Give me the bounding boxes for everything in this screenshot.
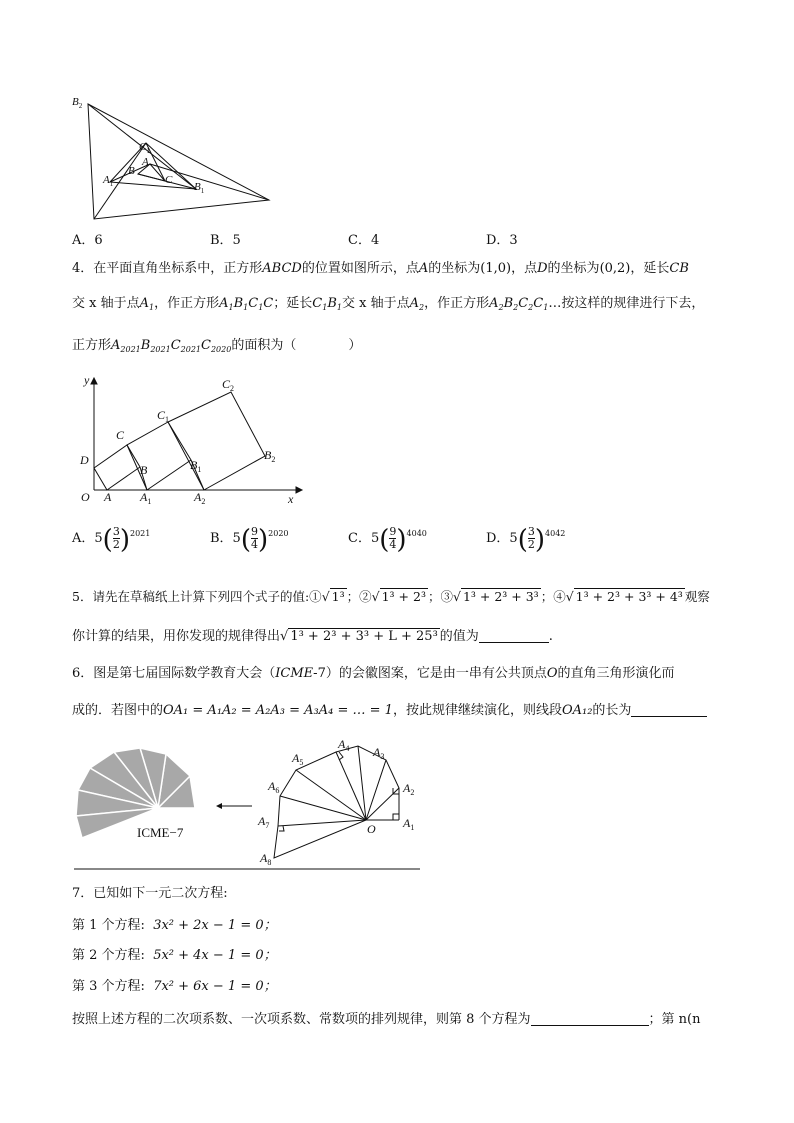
q4-line-2: 交 x 轴于点$A_1$，作正方形$A_1B_1C_1C$；延长$C_1B_1$交 x 轴于点$A_2$，作正方形$A_2B_2C_2C_1\dots$按这样的规律进行下去，	[72, 296, 705, 312]
text: O	[546, 666, 558, 681]
label-b: B	[190, 458, 198, 472]
label-sub-1: 1	[200, 187, 205, 195]
text: B．5	[210, 531, 241, 546]
text: 3x² + 2x − 1 = 0；	[153, 918, 277, 933]
text: 的直角三角形演化而	[557, 666, 675, 681]
label-sub-1: 1	[197, 465, 202, 474]
label-a: A	[140, 490, 148, 504]
text: -7）的会徽图案，它是由一串有公共顶点	[313, 666, 547, 681]
text: 的长为	[592, 703, 632, 718]
text: 的坐标为	[428, 261, 481, 276]
text: ；延长	[273, 296, 313, 311]
q4-option-a: A．5( $\frac{3}{2}$ )$^{2021}$	[72, 525, 151, 555]
text: ，作正方形	[154, 296, 220, 311]
label-sub-5: 5	[299, 758, 304, 767]
svg-text:C2	[222, 377, 234, 393]
text: 的值为	[439, 629, 479, 644]
svg-text:A2	[402, 781, 414, 797]
text: ，点	[511, 261, 538, 276]
text: D	[537, 261, 548, 276]
label-a: A	[338, 737, 346, 751]
svg-text:A1	[139, 490, 151, 505]
text: 2021	[129, 529, 151, 538]
text: 4	[250, 538, 258, 551]
q7-eq-3	[72, 978, 277, 996]
q3-option-d: D．3	[486, 233, 518, 248]
text: 4042	[545, 529, 566, 538]
label-a: A	[373, 745, 381, 759]
label-d: D	[80, 453, 89, 467]
q4-line-3: 正方形$A_{2021}B_{2021}C_{2021}C_{2020}$的面积为（ ）	[72, 338, 362, 354]
label-o: O	[367, 822, 376, 836]
label-a: A	[103, 174, 110, 186]
label-sub-2: 2	[271, 455, 276, 464]
text: CB	[669, 261, 689, 276]
q4-option-b: B．5( $\frac{9}{4}$ )$^{2020}$	[210, 525, 289, 555]
q4-option-d: D．5( $\frac{3}{2}$ )$^{4042}$	[486, 525, 566, 555]
text: OA₁₂	[561, 703, 593, 718]
text: (0,2)	[599, 261, 631, 276]
text: A．5	[72, 531, 103, 546]
text: 1³ + 2³ + 3³	[462, 589, 539, 604]
text: 成的．若图中的	[72, 703, 164, 718]
text: 3	[112, 525, 120, 538]
label-sub-1: 1	[165, 415, 170, 424]
label-b: B	[194, 181, 201, 193]
svg-text:B2	[264, 448, 275, 464]
q7-intro: 7．已知如下一元二次方程:	[72, 886, 228, 901]
label-a: A	[260, 851, 268, 865]
svg-text:B1	[190, 458, 201, 474]
label-a: A	[258, 814, 266, 828]
text: (1,0)	[480, 261, 512, 276]
q4-line-1	[72, 260, 689, 278]
answer-blank[interactable]	[631, 703, 707, 717]
text: OA₁ = A₁A₂ = A₂A₃ = A₃A₄ = … = 1	[163, 703, 393, 718]
label-c: C	[157, 408, 166, 422]
label-a: A	[104, 490, 112, 504]
text: 交 x 轴于点	[341, 296, 410, 311]
axis-x-label: x	[288, 492, 294, 505]
svg-text:B2	[72, 96, 83, 110]
text: 1³ + 2³ + 3³ + 4³	[575, 589, 683, 604]
q6-line-1	[72, 665, 675, 683]
text: 9	[250, 525, 258, 538]
axis-y-label: y	[84, 373, 90, 387]
text: 你计算的结果，用你发现的规律得出	[72, 629, 281, 644]
label-sub-1: 1	[109, 180, 114, 188]
label-sub-6: 6	[275, 786, 280, 795]
icme-figure	[70, 736, 425, 872]
text: A	[418, 261, 429, 276]
text: ICME	[275, 666, 314, 681]
label-a: A	[403, 781, 411, 795]
text: 1³ + 2³	[381, 589, 426, 604]
q3-option-a: A．6	[72, 233, 103, 248]
label-c: C	[165, 174, 173, 186]
q3-option-c: C．4	[348, 233, 380, 248]
label-c: C	[222, 377, 231, 391]
text: 7x² + 6x − 1 = 0；	[153, 979, 277, 994]
text: D．5	[486, 531, 518, 546]
answer-blank[interactable]	[479, 629, 549, 643]
label-c: C	[139, 141, 147, 153]
origin-label: O	[81, 490, 90, 504]
text: 5x² + 4x − 1 = 0；	[153, 948, 277, 963]
text: ；④	[540, 589, 566, 604]
square-a1b1c1c	[127, 422, 191, 490]
text: ①	[309, 589, 322, 604]
text: 按照上述方程的二次项系数、一次项系数、常数项的排列规律，则第 8 个方程为	[72, 1012, 531, 1027]
text: ，按此规律继续演化，则线段	[392, 703, 562, 718]
square-abcd	[94, 445, 140, 490]
text: 3	[527, 525, 535, 538]
text: 第 3 个方程:	[72, 979, 145, 994]
text: 4	[389, 538, 397, 551]
text: C．5	[348, 531, 380, 546]
text: 的坐标为	[547, 261, 600, 276]
text: ，作正方形	[424, 296, 490, 311]
svg-text:A2	[193, 490, 205, 505]
square-a2b2c2c1	[168, 392, 265, 490]
text: 4040	[406, 529, 427, 538]
text: 第 2 个方程:	[72, 948, 145, 963]
svg-text:A7	[257, 814, 269, 830]
label-sub-4: 4	[345, 744, 350, 753]
q5-line-1: 5．请先在草稿纸上计算下列四个式子的值:①√ 1³ ；②√ 1³ + 2³ ；③√ 1³ + 2³ + 3³ ；④√ 1³ + 2³ + 3³ + 4³ 观察	[72, 589, 710, 604]
text: 正方形	[72, 338, 112, 353]
svg-text:A5	[291, 751, 303, 767]
text: 2020	[268, 529, 289, 538]
text: 2	[112, 538, 120, 551]
q7-eq-2	[72, 947, 277, 965]
svg-text:A6	[267, 779, 279, 795]
q4-option-c: C．5( $\frac{9}{4}$ )$^{4040}$	[348, 525, 427, 555]
label-b: B	[140, 463, 148, 477]
label-sub-1: 1	[147, 497, 152, 505]
svg-text:C1	[157, 408, 169, 424]
q6-line-2	[72, 702, 707, 720]
icme-logo-text: ICME−7	[137, 825, 184, 840]
label-b: B	[72, 96, 79, 108]
label-b: B	[128, 165, 135, 177]
text: ABCD	[262, 261, 302, 276]
label-c: C	[116, 428, 125, 442]
label-sub-2: 2	[201, 497, 206, 505]
q7-eq-1	[72, 917, 277, 935]
label-a: A	[292, 751, 300, 765]
label-sub-2: 2	[78, 102, 83, 110]
text: 6．图是第七届国际数学教育大会（	[72, 666, 276, 681]
text: 的位置如图所示，点	[301, 261, 419, 276]
q7-last-line	[72, 1011, 701, 1029]
text: 交 x 轴于点	[72, 296, 140, 311]
text: …按这样的规律进行下去，	[548, 296, 705, 311]
q5-line-2: 你计算的结果，用你发现的规律得出√ 1³ + 2³ + 3³ + L + 25³ 的值为 .	[72, 629, 553, 644]
text: 4．在平面直角坐标系中，正方形	[72, 261, 263, 276]
label-sub-1: 1	[410, 823, 415, 832]
text: 第 1 个方程:	[72, 918, 145, 933]
text: 2	[527, 538, 535, 551]
svg-text:A8	[259, 851, 271, 867]
svg-text:A1	[102, 174, 114, 188]
svg-text:A1	[402, 816, 414, 832]
label-b: B	[264, 448, 272, 462]
label-sub-1: 1	[146, 147, 150, 155]
svg-text:A4	[337, 737, 349, 753]
label-sub-8: 8	[267, 858, 272, 867]
text: 5．请先在草稿纸上计算下列四个式子的值:	[72, 589, 310, 604]
text: 观察	[684, 589, 710, 604]
label-sub-3: 3	[380, 752, 385, 761]
label-sub-2: 2	[410, 788, 415, 797]
label-a: A	[268, 779, 276, 793]
text: 1³	[331, 589, 345, 604]
label-a: A	[194, 490, 202, 504]
label-a: A	[403, 816, 411, 830]
q3-option-b: B．5	[210, 233, 241, 248]
answer-blank[interactable]	[531, 1012, 649, 1026]
text: ；②	[346, 589, 372, 604]
triangle-a1b1c1	[110, 143, 196, 189]
label-sub-2: 2	[230, 384, 235, 393]
text: ；③	[427, 589, 453, 604]
nested-triangles-figure	[66, 92, 281, 227]
text: 9	[389, 525, 397, 538]
triangle-a2b2c2	[88, 104, 269, 219]
text: 的面积为（ ）	[231, 338, 362, 353]
label-sub-7: 7	[265, 821, 270, 830]
svg-text:A3	[372, 745, 384, 761]
coordinate-graph	[74, 370, 306, 505]
text: ；第 n(n	[648, 1012, 701, 1027]
text: ，延长	[630, 261, 670, 276]
svg-text:B1	[194, 181, 205, 195]
text: .	[548, 629, 553, 644]
text: 1³ + 2³ + 3³ + L + 25³	[290, 629, 438, 644]
label-a: A	[142, 156, 149, 168]
svg-text:C1	[139, 141, 150, 155]
